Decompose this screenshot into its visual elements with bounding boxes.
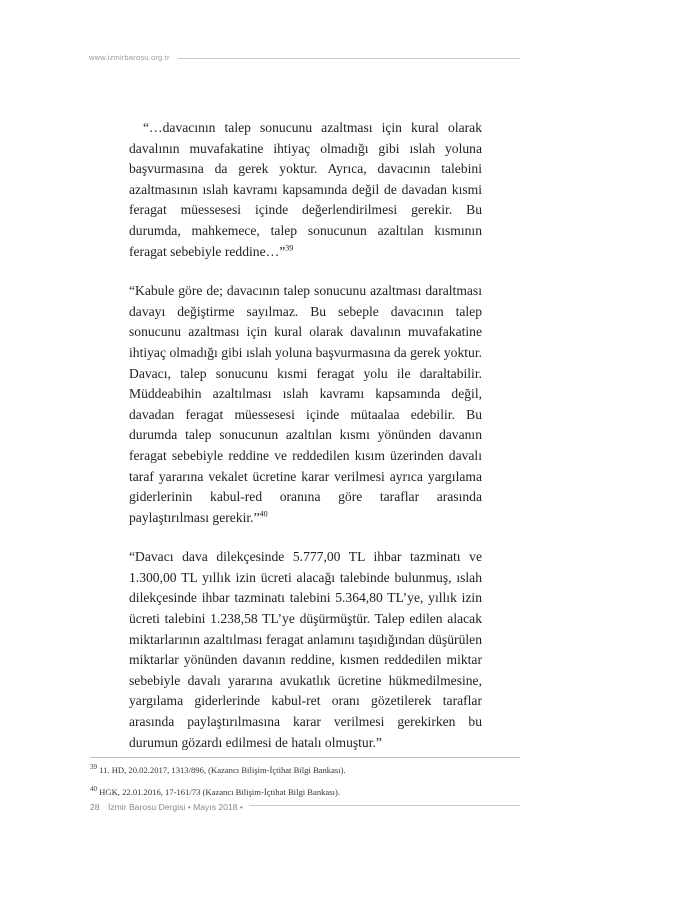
page-footer	[90, 802, 249, 812]
footnote-40	[90, 787, 340, 797]
footnote-number: 39	[90, 763, 97, 772]
quote-paragraph-2	[129, 281, 482, 528]
footnote-ref-39[interactable]: 39	[285, 243, 294, 253]
header-url: www.izmirbarosu.org.tr	[89, 53, 170, 62]
quote-text-1: “…davacının talep sonucunu azaltması için kural olarak davalının muvafakatine ihtiyaç olmadığı gibi ıslah yoluna başvurmasına da gerek yoktur. Ayrıca, davacının talebini azaltmasının ıslah kavramı kapsamında değil de davadan kısmi feragat müessesesi içinde değerlendirilmesi gerekir. Bu durumda, mahkemece, talep sonucunun azaltılan kısmının feragat sebebiyle reddine…”	[129, 120, 482, 259]
footnote-number: 40	[90, 785, 97, 794]
footnote-divider	[90, 757, 520, 758]
quote-text-2: “Kabule göre de; davacının talep sonucunu azaltması daraltması davayı değiştirme sayılmaz. Bu sebeple davacının talep sonucunu azaltması için kural olarak davalının muvafakatine ihtiyaç olmadığı gibi ıslah yoluna başvurmasına da gerek yoktur. Davacı, talep sonucunu kısmi feragat yolu ile daraltabilir. Müddeabihin azaltılması ıslah kavramı kapsamında değil, davadan feragat müessesesi içinde mütaalaa edebilir. Bu durumda talep sonucunun azaltılan kısmı yönünden davanın feragat sebebiyle reddine ve reddedilen kısım üzerinden davalı taraf yararına vekalet ücretine karar verilmesi ayrıca yargılama giderlerinin kabul-red oranına göre taraflar arasında paylaştırılması gerekir.”	[129, 283, 482, 525]
footnote-ref-40[interactable]: 40	[259, 509, 268, 519]
quote-paragraph-3	[129, 547, 482, 753]
main-content	[129, 118, 482, 772]
footnote-text: HGK, 22.01.2016, 17-161/73 (Kazancı Bilişim-İçtihat Bilgi Bankası).	[99, 787, 340, 797]
quote-text-3: “Davacı dava dilekçesinde 5.777,00 TL ihbar tazminatı ve 1.300,00 TL yıllık izin ücreti alacağı talebinde bulunmuş, ıslah dilekçesinde ihbar tazminatı talebini 5.364,80 TL’ye, yıllık izin ücreti talebini 1.238,58 TL’ye düşürmüştür. Talep edilen alacak miktarlarının azaltılması feragat anlamını taşıdığından düşürülen miktarlar yönünden davanın reddine, kısmen reddedilen miktar sebebiyle davalı yararına avukatlık ücretine hükmedilmesine, yargılama giderlerinde kabul-ret oranı gözetilerek taraflar arasında paylaştırılmasına karar verilmesi gerekirken bu durumun gözardı edilmesi de hatalı olmuştur.”	[129, 549, 482, 750]
header-rule	[178, 58, 520, 59]
page-number: 28	[90, 802, 100, 812]
footnote-39	[90, 765, 346, 775]
quote-paragraph-1	[129, 118, 482, 262]
journal-name: İzmir Barosu Dergisi • Mayıs 2018 •	[107, 802, 243, 812]
footnote-text: 11. HD, 20.02.2017, 1313/896, (Kazancı Bilişim-İçtihat Bilgi Bankası).	[99, 765, 346, 775]
